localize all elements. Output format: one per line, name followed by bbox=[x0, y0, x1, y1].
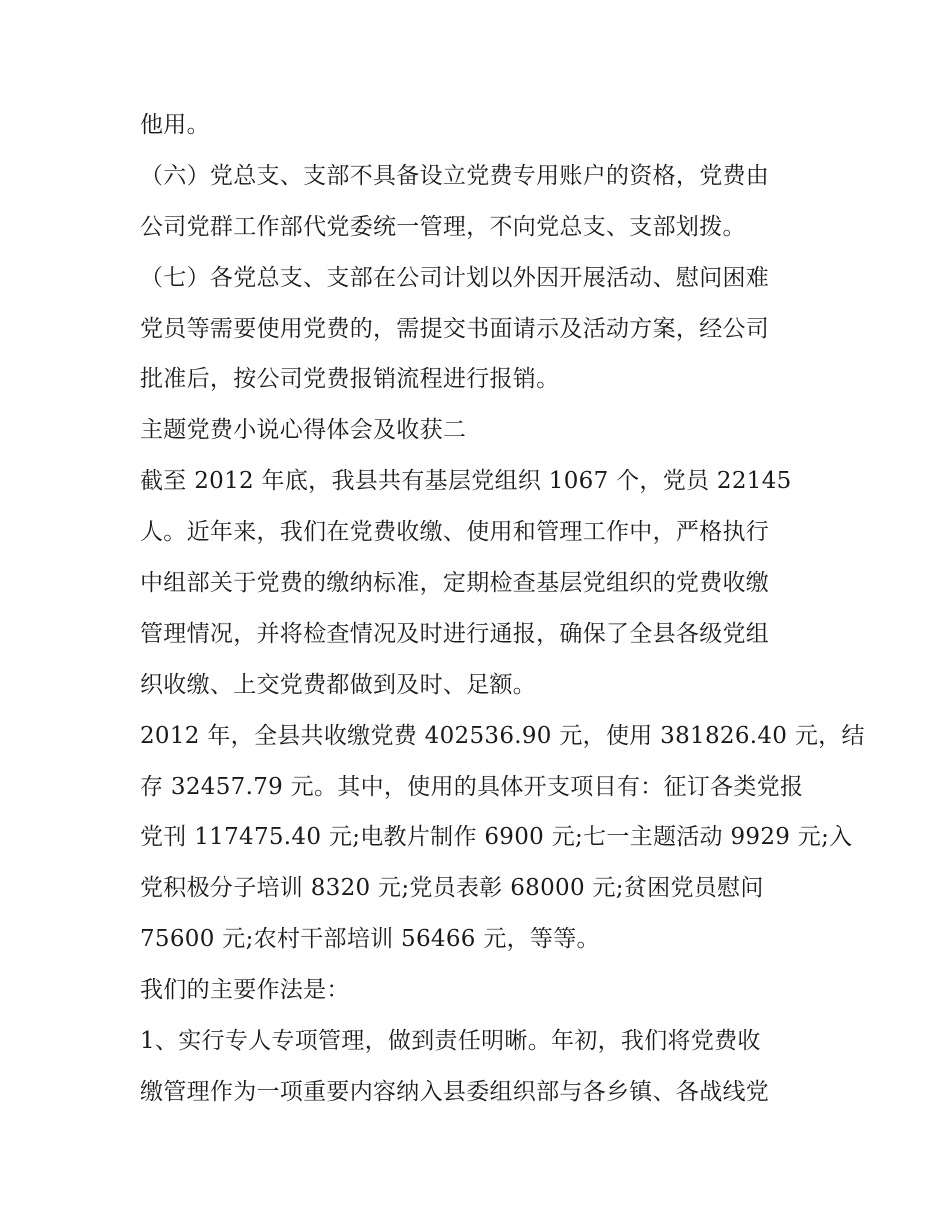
text-line: 织收缴、上交党费都做到及时、足额。 bbox=[140, 671, 537, 698]
text-line: 公司党群工作部代党委统一管理，不向党总支、支部划拨。 bbox=[140, 213, 746, 240]
text-line: 党员等需要使用党费的，需提交书面请示及活动方案，经公司 bbox=[140, 315, 770, 342]
text-line: 截至 2012 年底，我县共有基层党组织 1067 个，党员 22145 bbox=[140, 468, 792, 495]
text-line: 管理情况，并将检查情况及时进行通报，确保了全县各级党组 bbox=[140, 620, 770, 647]
text-line: 党积极分子培训 8320 元;党员表彰 68000 元;贫困党员慰问 bbox=[140, 875, 764, 902]
text-line: 缴管理作为一项重要内容纳入县委组织部与各乡镇、各战线党 bbox=[140, 1078, 770, 1105]
text-line: （六）党总支、支部不具备设立党费专用账户的资格，党费由 bbox=[140, 162, 770, 189]
text-line: 2012 年，全县共收缴党费 402536.90 元，使用 381826.40 元，结 bbox=[140, 722, 865, 749]
text-line: 党刊 117475.40 元;电教片制作 6900 元;七一主题活动 9929 元;入 bbox=[140, 824, 853, 851]
text-line: 1、实行专人专项管理，做到责任明晰。年初，我们将党费收 bbox=[140, 1028, 761, 1055]
text-line: 存 32457.79 元。其中，使用的具体开支项目有：征订各类党报 bbox=[140, 773, 804, 800]
text-line: 人。近年来，我们在党费收缴、使用和管理工作中，严格执行 bbox=[140, 519, 770, 546]
text-line: 中组部关于党费的缴纳标准，定期检查基层党组织的党费收缴 bbox=[140, 570, 770, 597]
text-line: 批准后，按公司党费报销流程进行报销。 bbox=[140, 366, 560, 393]
document-page bbox=[140, 100, 865, 1118]
text-line: 75600 元;农村干部培训 56466 元，等等。 bbox=[140, 926, 600, 953]
text-line: （七）各党总支、支部在公司计划以外因开展活动、慰问困难 bbox=[140, 264, 770, 291]
text-line: 他用。 bbox=[140, 112, 210, 138]
text-line: 我们的主要作法是： bbox=[140, 977, 350, 1004]
section-heading: 主题党费小说心得体会及收获二 bbox=[140, 417, 467, 444]
